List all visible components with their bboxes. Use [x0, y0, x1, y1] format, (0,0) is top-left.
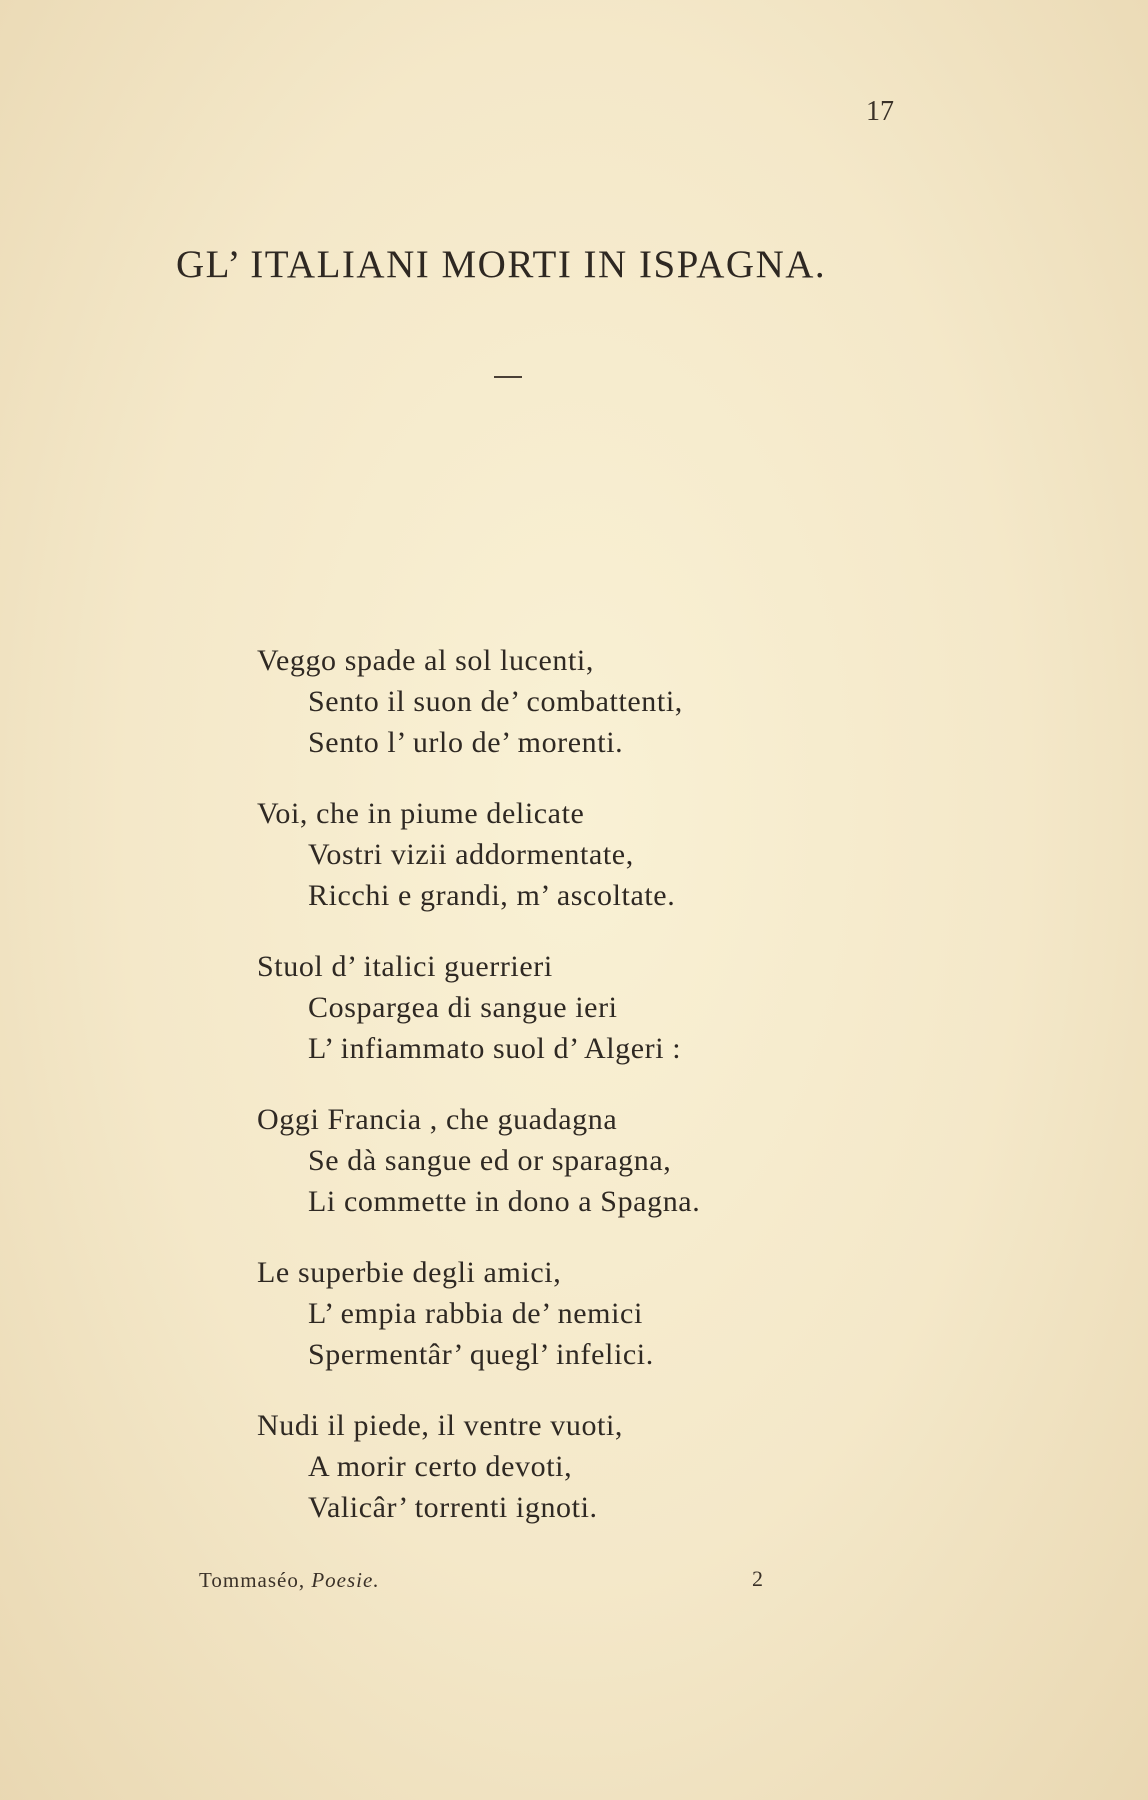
verse-line: L’ infiammato suol d’ Algeri : — [308, 1032, 682, 1065]
verse-line: L’ empia rabbia de’ nemici — [308, 1297, 643, 1330]
verse-line: Veggo spade al sol lucenti, — [257, 644, 594, 677]
verse-line: Valicâr’ torrenti ignoti. — [308, 1491, 598, 1524]
poem-title: GL’ ITALIANI MORTI IN ISPAGNA. — [176, 243, 827, 286]
verse-line: Sento l’ urlo de’ morenti. — [308, 726, 624, 759]
stanza — [0, 793, 1148, 916]
stanza — [0, 640, 1148, 763]
verse-line: Stuol d’ italici guerrieri — [257, 950, 553, 983]
stanza — [0, 946, 1148, 1069]
verse-line: Se dà sangue ed or sparagna, — [308, 1144, 672, 1177]
footer-author-work — [199, 1568, 380, 1593]
verse-line: Nudi il piede, il ventre vuoti, — [257, 1409, 624, 1442]
footer-work: Poesie. — [311, 1568, 380, 1592]
page-number: 17 — [866, 96, 894, 127]
title-separator — [494, 376, 522, 378]
stanza — [0, 1099, 1148, 1222]
footer-author: Tommaséo, — [199, 1568, 306, 1592]
verse-line: Vostri vizii addormentate, — [308, 838, 634, 871]
verse-line: Oggi Francia , che guadagna — [257, 1103, 618, 1136]
footer-signature: 2 — [752, 1566, 763, 1591]
stanza — [0, 1405, 1148, 1528]
verse-line: Sento il suon de’ combattenti, — [308, 685, 683, 718]
verse-line: Spermentâr’ quegl’ infelici. — [308, 1338, 654, 1371]
verse-line: A morir certo devoti, — [308, 1450, 573, 1483]
verse-line: Li commette in dono a Spagna. — [308, 1185, 701, 1218]
verse-line: Ricchi e grandi, m’ ascoltate. — [308, 879, 676, 912]
verse-line: Voi, che in piume delicate — [257, 797, 585, 830]
verse-line: Le superbie degli amici, — [257, 1256, 562, 1289]
stanza — [0, 1252, 1148, 1375]
verse-line: Cospargea di sangue ieri — [308, 991, 618, 1024]
poem-body — [0, 640, 1148, 1558]
